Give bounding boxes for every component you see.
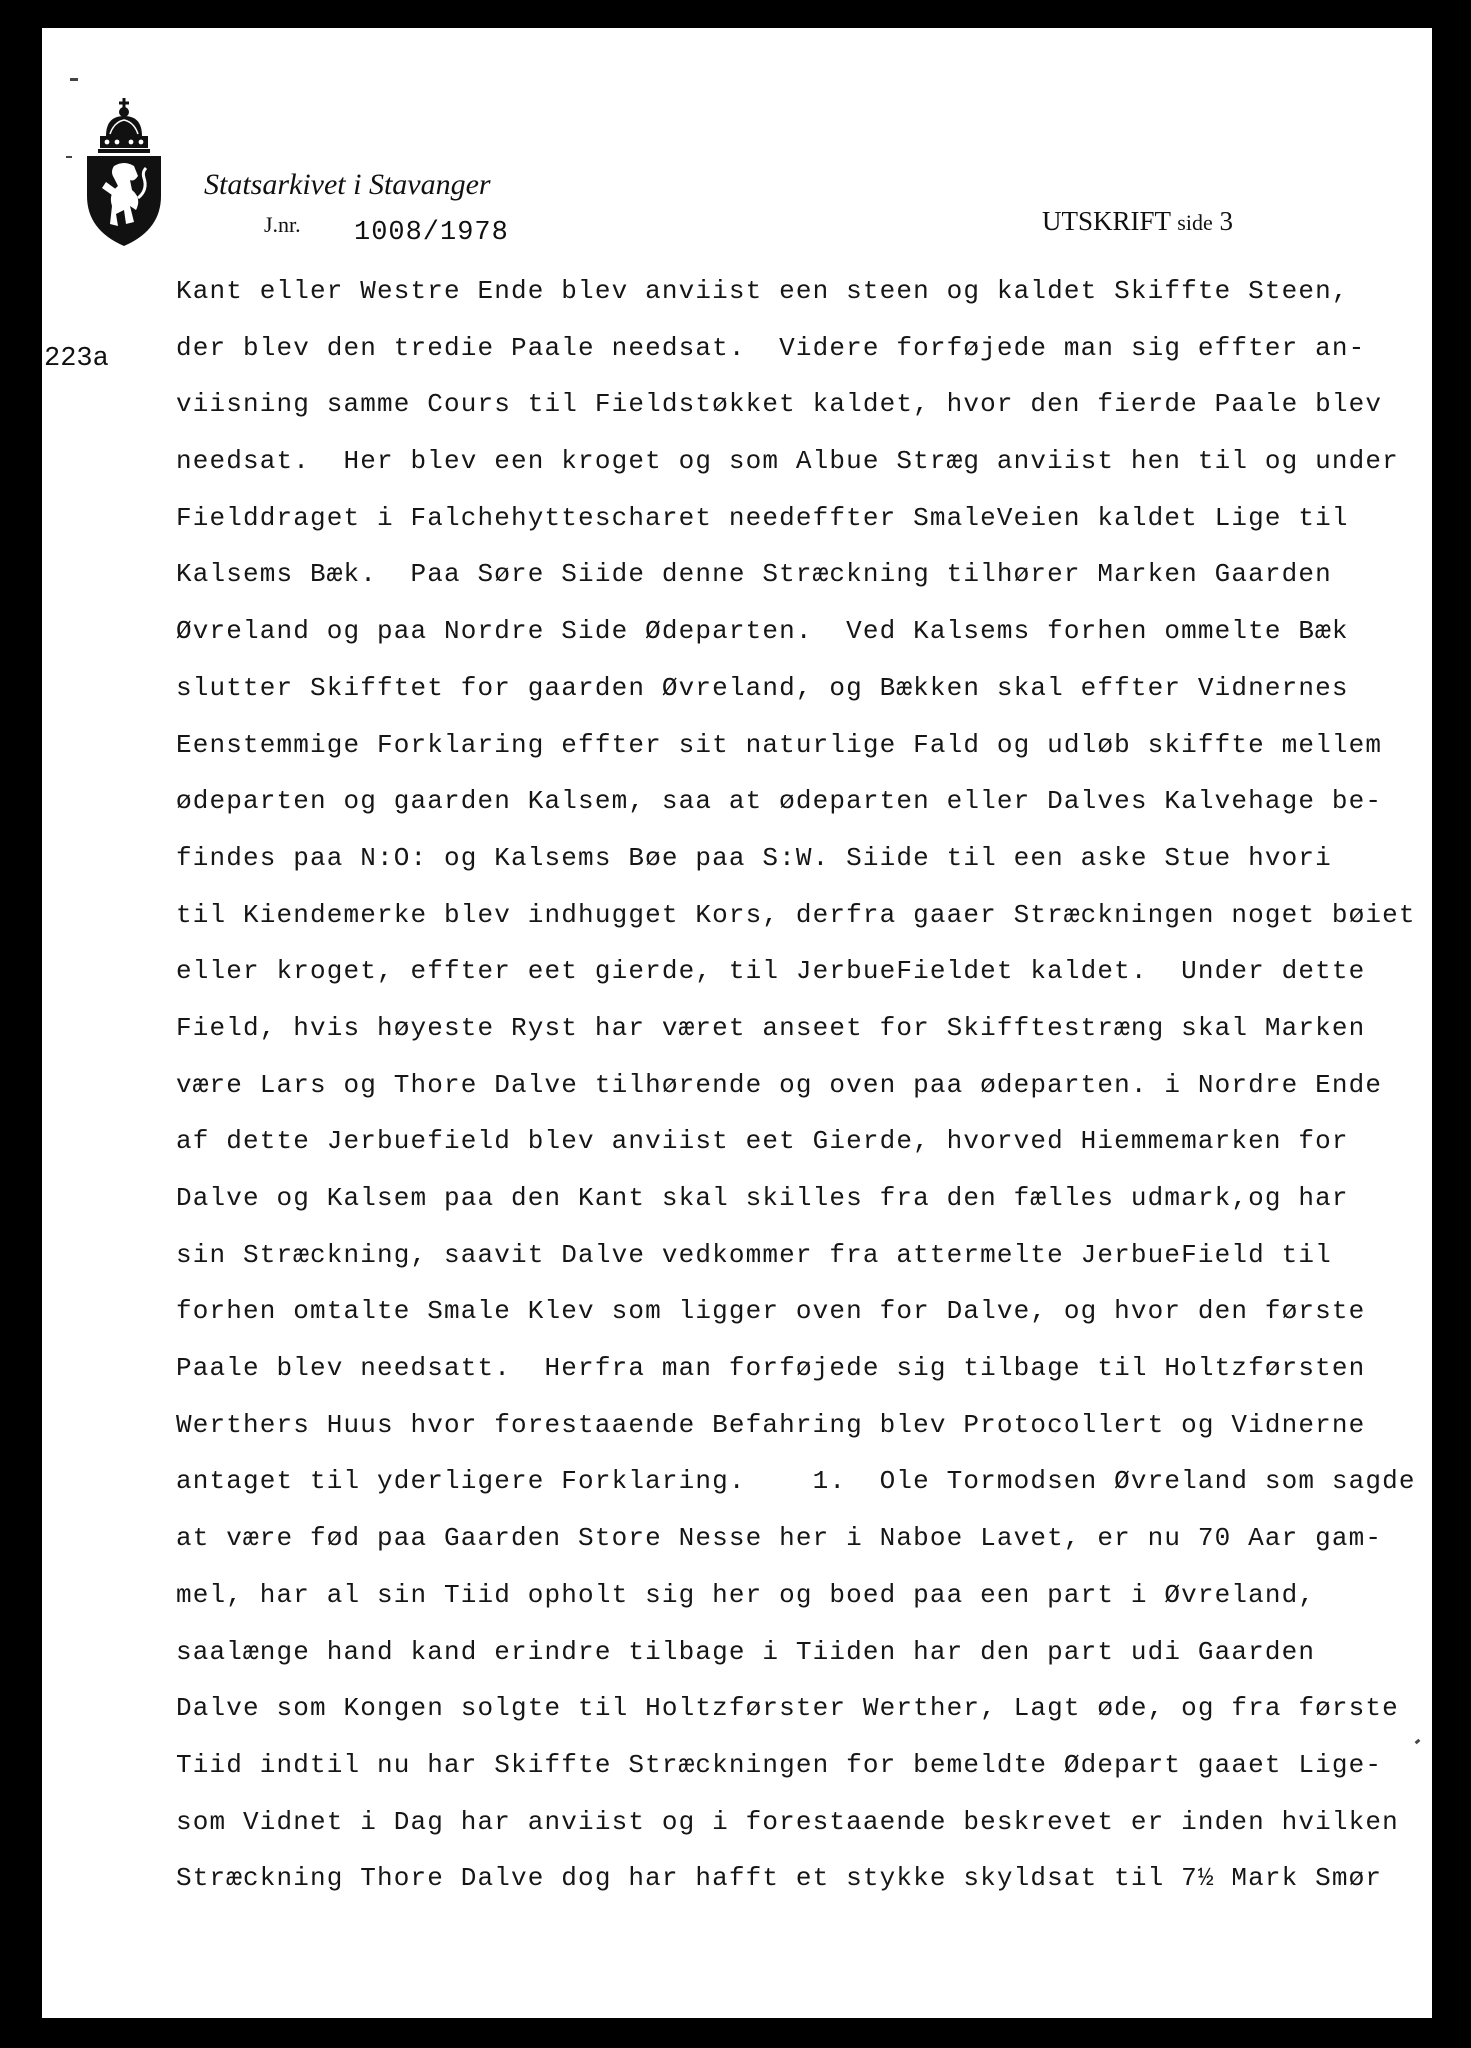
text-line: Tiid indtil nu har Skiffte Stræckningen for bemeldte Ødepart gaaet Lige- (176, 1749, 1383, 1780)
text-line: Werthers Huus hvor forestaaende Befahring blev Protocollert og Vidnerne (176, 1409, 1366, 1440)
transcript-body (176, 263, 1426, 1907)
text-line: eller kroget, effter eet gierde, til JerbueFieldet kaldet. Under dette (176, 956, 1366, 987)
archive-name: Statsarkivet i Stavanger (204, 168, 491, 201)
text-line: Field, hvis høyeste Ryst har været anseet for Skifftestræng skal Marken (176, 1012, 1366, 1043)
side-label: side (1177, 210, 1213, 235)
text-line: Dalve som Kongen solgte til Holtzførster Werther, Lagt øde, og fra første (176, 1693, 1399, 1724)
text-line: Eenstemmige Forklaring effter sit naturlige Fald og udløb skiffte mellem (176, 729, 1383, 760)
text-line: Paale blev needsatt. Herfra man forføjede sig tilbage til Holtzførsten (176, 1353, 1366, 1384)
text-line: mel, har al sin Tiid opholt sig her og boed paa een part i Øvreland, (176, 1579, 1316, 1610)
journal-number-label: J.nr. (264, 212, 301, 237)
utskrift-label: UTSKRIFT (1042, 206, 1171, 236)
text-line: der blev den tredie Paale needsat. Videre forføjede man sig effter an- (176, 332, 1366, 363)
coat-of-arms-emblem (84, 98, 164, 248)
text-line: antaget til yderligere Forklaring. 1. Ole Tormodsen Øvreland som sagde (176, 1466, 1416, 1497)
text-line: forhen omtalte Smale Klev som ligger oven for Dalve, og hvor den første (176, 1296, 1366, 1327)
text-line: ødeparten og gaarden Kalsem, saa at ødeparten eller Dalves Kalvehage be- (176, 786, 1383, 817)
text-line: Kalsems Bæk. Paa Søre Siide denne Stræckning tilhører Marken Gaarden (176, 559, 1332, 590)
text-line: sin Stræckning, saavit Dalve vedkommer fra attermelte JerbueField til (176, 1239, 1332, 1270)
transcript-page-label (1042, 206, 1233, 237)
text-line: være Lars og Thore Dalve tilhørende og oven paa ødeparten. i Nordre Ende (176, 1069, 1383, 1100)
page-number: 3 (1219, 206, 1233, 236)
margin-folio-note: 223a (44, 344, 109, 374)
text-line: viisning samme Cours til Fieldstøkket kaldet, hvor den fierde Paale blev (176, 389, 1383, 420)
text-line: Dalve og Kalsem paa den Kant skal skilles fra den fælles udmark,og har (176, 1183, 1349, 1213)
text-line: Stræckning Thore Dalve dog har hafft et stykke skyldsat til 7½ Mark Smør (176, 1863, 1383, 1894)
text-line: needsat. Her blev een kroget og som Albue Stræg anviist hen til og under (176, 446, 1399, 477)
text-line: saalænge hand kand erindre tilbage i Tiiden har den part udi Gaarden (176, 1636, 1316, 1667)
scan-mark (66, 156, 72, 158)
text-line: at være fød paa Gaarden Store Nesse her i Naboe Lavet, er nu 70 Aar gam- (176, 1523, 1383, 1554)
journal-number-value: 1008/1978 (354, 218, 509, 248)
text-line: findes paa N:O: og Kalsems Bøe paa S:W. Siide til een aske Stue hvori (176, 842, 1332, 873)
text-line: slutter Skifftet for gaarden Øvreland, og Bækken skal effter Vidnernes (176, 672, 1349, 703)
text-line: Fielddraget i Falchehyttescharet needeffter SmaleVeien kaldet Lige til (176, 502, 1349, 533)
scan-mark (70, 78, 78, 81)
text-line: Kant eller Westre Ende blev anviist een steen og kaldet Skiffte Steen, (176, 276, 1349, 306)
text-line: Øvreland og paa Nordre Side Ødeparten. Ved Kalsems forhen ommelte Bæk (176, 616, 1349, 647)
text-line: til Kiendemerke blev indhugget Kors, derfra gaaer Stræckningen noget bøiet (176, 899, 1416, 930)
text-line: som Vidnet i Dag har anviist og i forestaaende beskrevet er inden hvilken (176, 1806, 1399, 1837)
text-line: af dette Jerbuefield blev anviist eet Gierde, hvorved Hiemmemarken for (176, 1126, 1349, 1157)
document-page (42, 28, 1432, 2018)
